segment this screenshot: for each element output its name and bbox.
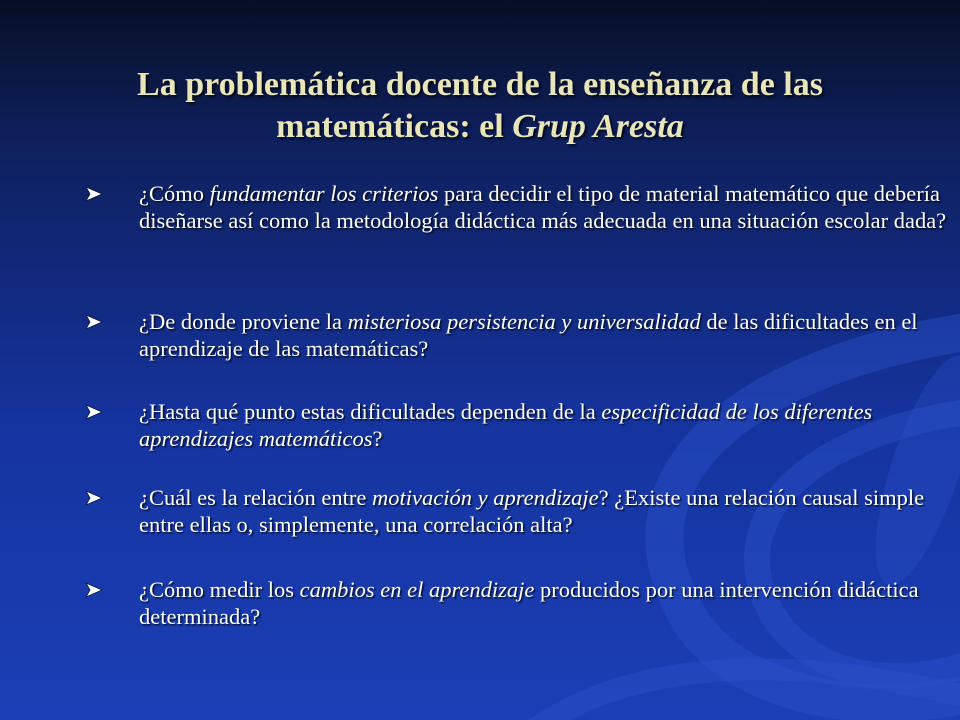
bullet-item xyxy=(75,180,960,234)
slide-title xyxy=(60,64,900,148)
title-line-2-text: matemáticas: el xyxy=(276,108,513,145)
bullet-text-segment: producidos por una intervención didáctica determinada? xyxy=(139,577,925,629)
arrow-bullet-icon xyxy=(85,314,103,330)
bullet-text-italic: motivación y aprendizaje xyxy=(372,485,599,510)
bullet-item xyxy=(75,308,960,362)
arrow-bullet-icon xyxy=(85,490,103,506)
title-line-1: La problemática docente de la enseñanza de las xyxy=(137,66,823,103)
bullet-text-segment: para decidir el tipo de material matemático que debería diseñarse así como la metodología didáctica más adecuada en una situación escolar dada? xyxy=(139,181,947,233)
bullet-text xyxy=(139,577,924,629)
bullet-text-italic: fundamentar los criterios xyxy=(209,181,439,206)
bullet-text-italic: cambios en el aprendizaje xyxy=(299,577,535,602)
bullet-text xyxy=(139,399,878,451)
bullet-item xyxy=(75,576,960,630)
arrow-bullet-icon xyxy=(85,404,103,420)
bullet-text-segment: ? xyxy=(372,426,383,451)
bullet-text-segment: ¿Cuál es la relación entre xyxy=(139,485,373,510)
title-line-2 xyxy=(60,106,900,148)
bullet-text-segment: ¿Cómo xyxy=(139,181,210,206)
bullet-text-segment: ¿De donde proviene la xyxy=(139,309,348,334)
bullet-text-italic: misteriosa persistencia y universalidad xyxy=(347,309,701,334)
bullet-text xyxy=(139,485,930,537)
bullet-text-segment: ¿Cómo medir los xyxy=(139,577,300,602)
bullet-text-segment: ¿Hasta qué punto estas dificultades dependen de la xyxy=(139,399,602,424)
bullet-text-segment: ? ¿Existe una relación causal simple entre ellas o, simplemente, una correlación alta? xyxy=(139,485,930,537)
bullet-text xyxy=(139,181,946,233)
bullet-text-italic: especificidad de los diferentes aprendizajes matemáticos xyxy=(139,399,878,451)
bullet-item xyxy=(75,484,960,538)
bullet-text xyxy=(139,309,923,361)
bullet-text-segment: de las dificultades en el aprendizaje de las matemáticas? xyxy=(139,309,924,361)
arrow-bullet-icon xyxy=(85,582,103,598)
arrow-bullet-icon xyxy=(85,186,103,202)
bullet-item xyxy=(75,398,960,452)
title-line-2-italic: Grup Aresta xyxy=(512,108,684,145)
